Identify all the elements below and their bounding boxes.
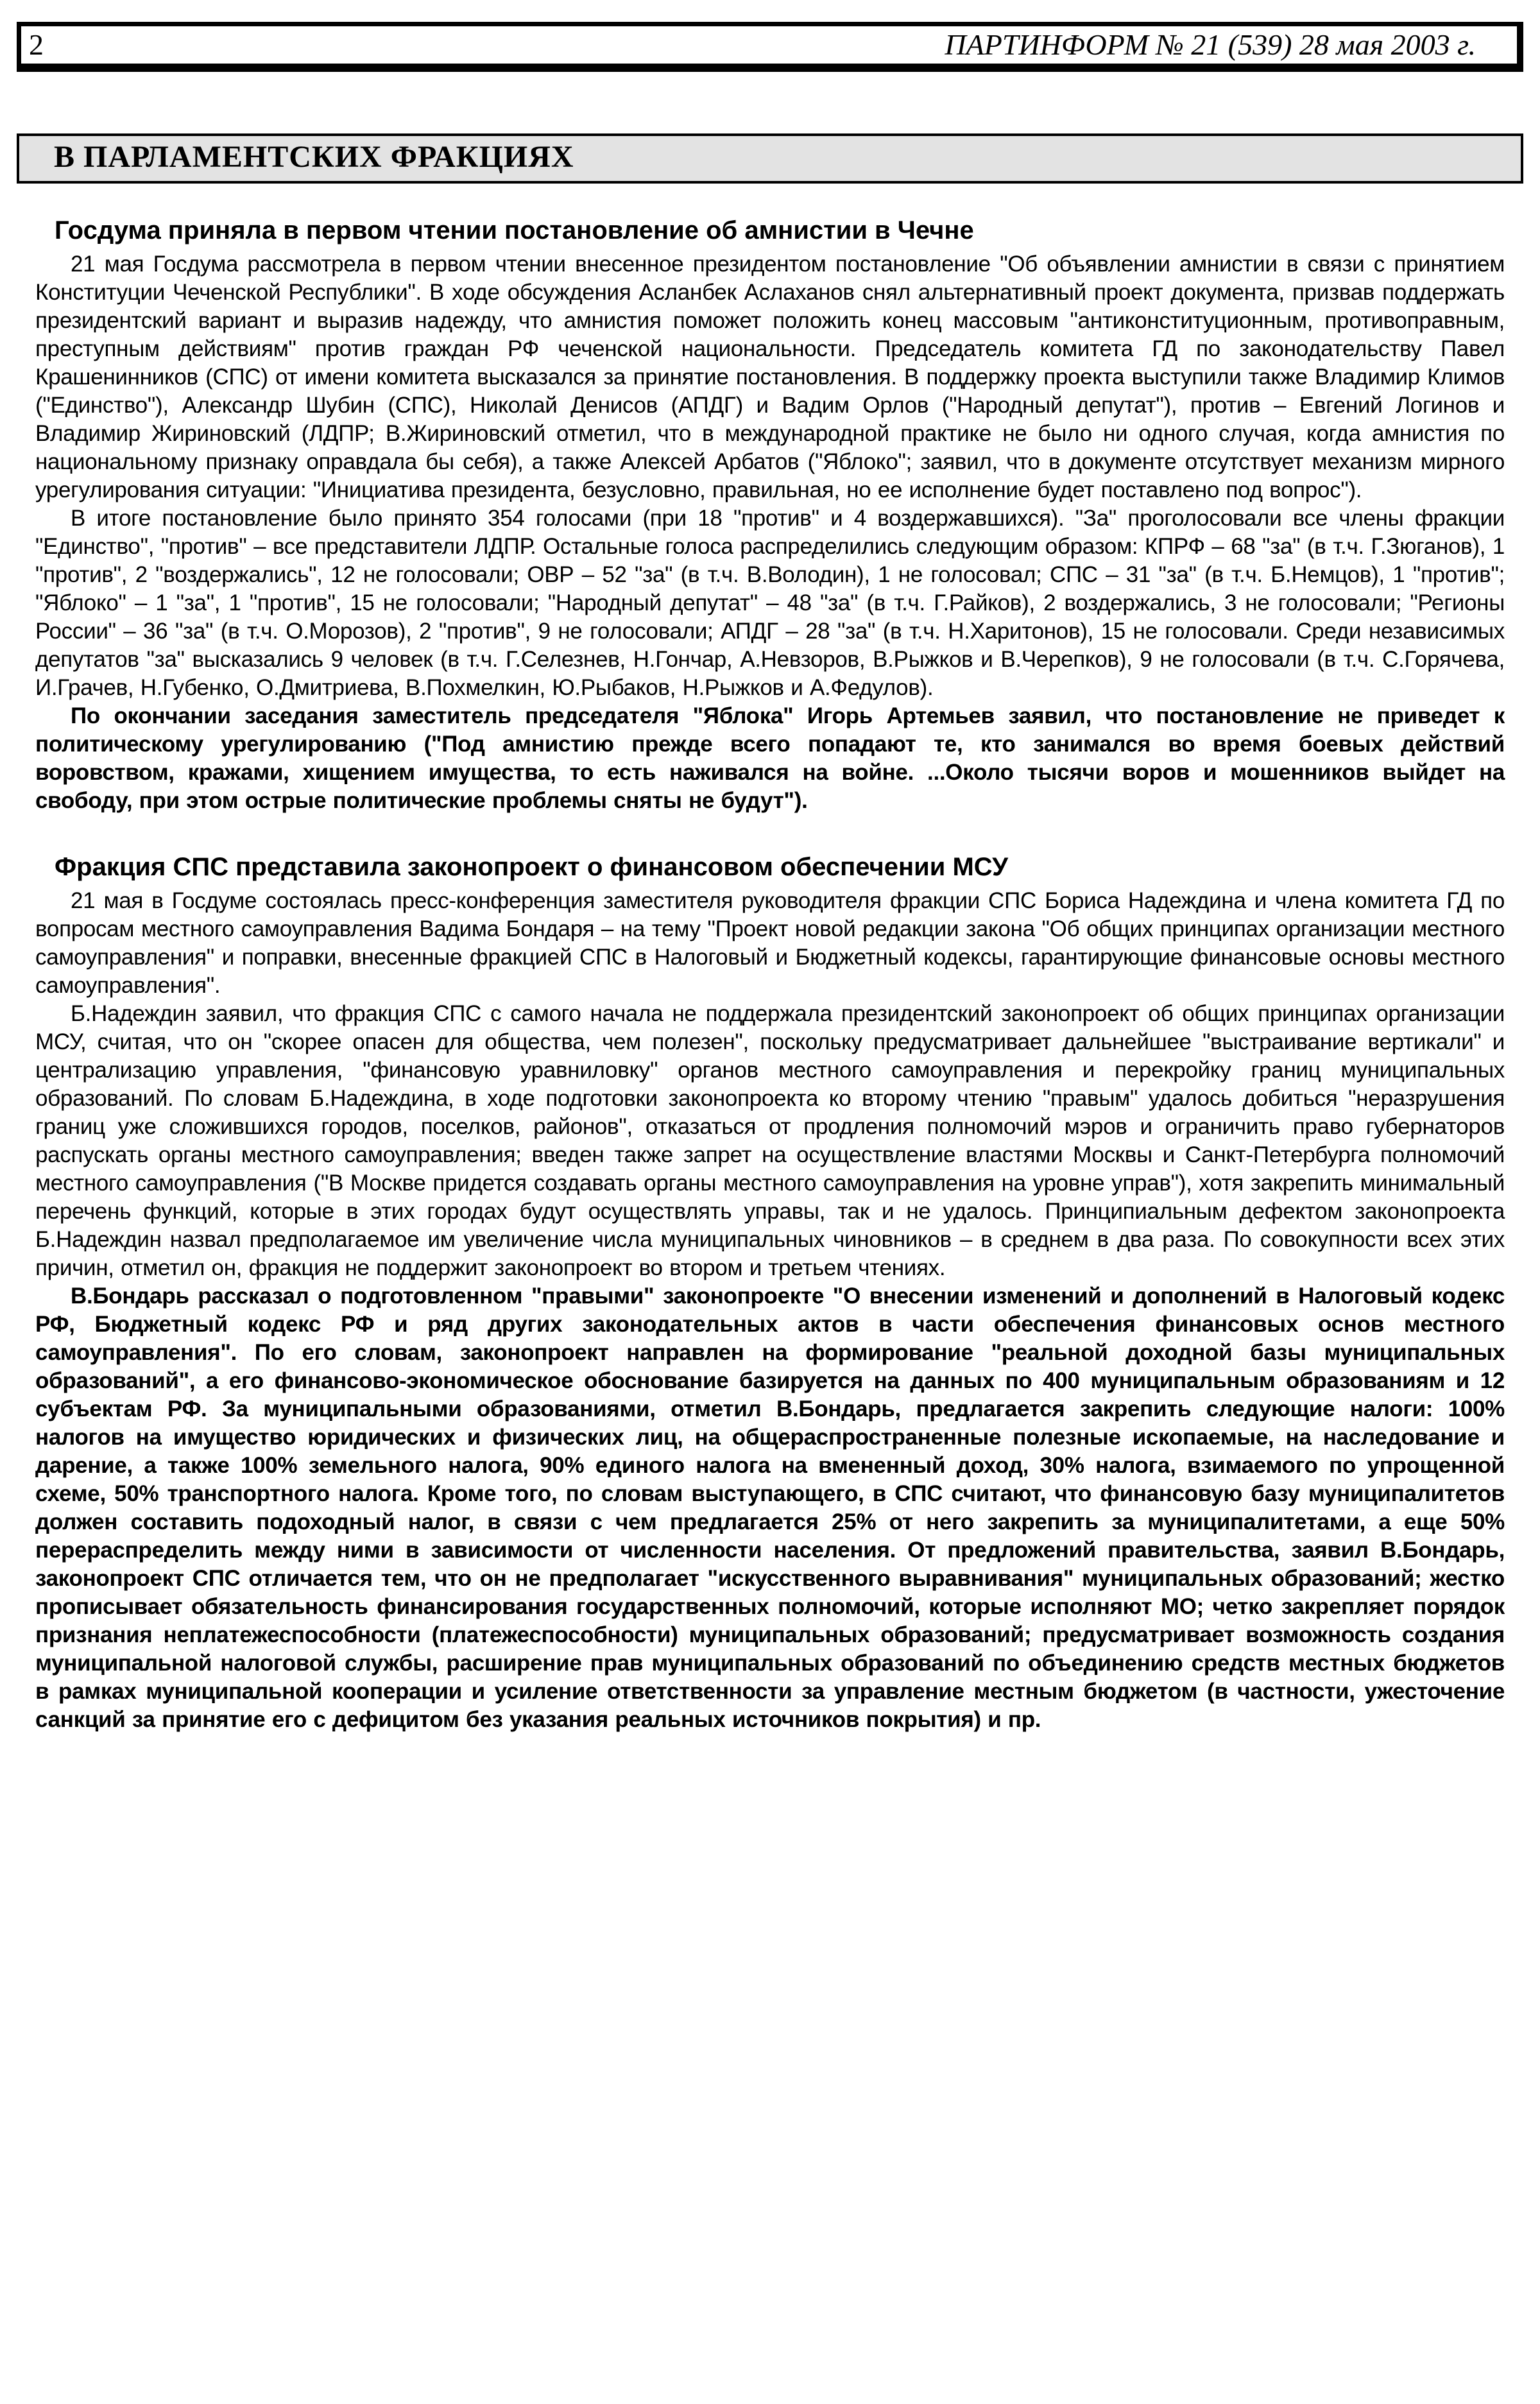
article-title: Госдума приняла в первом чтении постановление об амнистии в Чечне <box>55 216 974 245</box>
article-column <box>0 216 1540 1734</box>
section-title: В ПАРЛАМЕНТСКИХ ФРАКЦИЯХ <box>54 140 574 174</box>
scanned-newsletter-page <box>0 22 1540 2404</box>
paragraph-commentary: В.Бондарь рассказал о подготовленном "правыми" законопроекте "О внесении изменений и дополнений в Налоговый кодекс РФ, Бюджетный кодекс РФ и ряд других законодательных актов в части обеспечения финансовых основ местного самоуправления". По его словам, законопроект направлен на формирование "реальной доходной базы муниципальных образований", а его финансово-экономическое обоснование базируется на данных по 400 муниципальным образованиям и 12 субъектам РФ. За муниципальными образованиями, отметил В.Бондарь, предлагается закрепить следующие налоги: 100% налогов на имущество юридических и физических лиц, на общераспространенные полезные ископаемые, на наследование и дарение, а также 100% земельного налога, 90% единого налога на вмененный доход, 30% налога, взимаемого по упрощенной схеме, 50% транспортного налога. Кроме того, по словам выступающего, в СПС считают, что финансовую базу муниципалитетов должен составить подоходный налог, в связи с чем предлагается 25% от него закрепить за муниципалитетами, а еще 50% перераспределить между ними в зависимости от численности населения. От предложений правительства, заявил В.Бондарь, законопроект СПС отличается тем, что он не предполагает "искусственного выравнивания" муниципальных образований; жестко прописывает обязательность финансирования государственных полномочий, которые исполняют МО; четко закрепляет порядок признания неплатежеспособности (платежеспособности) муниципальных образований; предусматривает возможность создания муниципальной налоговой службы, расширение прав муниципальных образований по объединению средств местных бюджетов в рамках муниципальной кооперации и усиление ответственности за управление местным бюджетом (в частности, ужесточение санкций за принятие его с дефицитом без указания реальных источников покрытия) и пр. <box>35 1284 1505 1733</box>
article-amnesty-chechnya <box>35 216 1505 815</box>
paragraph: В итоге постановление было принято 354 голосами (при 18 "против" и 4 воздержавшихся). "За" проголосовали все члены фракции "Единство", "против" – все представители ЛДПР. Остальные голоса распределились следующим образом: КПРФ – 68 "за" (в т.ч. Г.Зюганов), 1 "против", 2 "воздержались", 12 не голосовали; ОВР – 52 "за" (в т.ч. В.Володин), 1 не голосовал; СПС – 31 "за" (в т.ч. Б.Немцов), 1 "против"; "Яблоко" – 1 "за", 1 "против", 15 не голосовали; "Народный депутат" – 48 "за" (в т.ч. Г.Райков), 2 воздержались, 3 не голосовали; "Регионы России" – 36 "за" (в т.ч. О.Морозов), 2 "против", 9 не голосовали; АПДГ – 28 "за" (в т.ч. Н.Харитонов), 15 не голосовали. Среди независимых депутатов "за" высказались 9 человек (в т.ч. Г.Селезнев, Н.Гончар, А.Невзоров, В.Рыжков и В.Черепков), 9 не голосовали (в т.ч. С.Горячева, И.Грачев, Н.Губенко, О.Дмитриева, В.Похмелкин, Ю.Рыбаков, Н.Рыжков и А.Федулов). <box>35 506 1505 701</box>
page-number: 2 <box>29 28 44 61</box>
article-title: Фракция СПС представила законопроект о финансовом обеспечении МСУ <box>55 853 1009 882</box>
paragraph: Б.Надеждин заявил, что фракция СПС с самого начала не поддержала президентский законопроект об общих принципах организации МСУ, считая, что он "скорее опасен для общества, чем полезен", поскольку предусматривает дальнейшее "выстраивание вертикали" и централизацию управления, "финансовую уравниловку" органов местного самоуправления и перекройку границ муниципальных образований. По словам Б.Надеждина, в ходе подготовки законопроекта ко второму чтению "правым" удалось добиться "неразрушения границ уже сложившихся городов, поселков, районов", отказаться от продления полномочий мэров и ограничить право губернаторов распускать органы местного самоуправления; введен также запрет на осуществление властями Москвы и Санкт-Петербурга полномочий местного самоуправления ("В Москве придется создавать органы местного самоуправления на уровне управ"), хотя закрепить минимальный перечень функций, которые в этих городах будут осуществлять управы, так и не удалось. Принципиальным дефектом законопроекта Б.Надеждин назвал предполагаемое им увеличение числа муниципальных чиновников – в среднем в два раза. По совокупности всех этих причин, отметил он, фракция не поддержит законопроект во втором и третьем чтениях. <box>35 1001 1505 1281</box>
masthead-band <box>17 22 1523 72</box>
paragraph-commentary: По окончании заседания заместитель председателя "Яблока" Игорь Артемьев заявил, что постановление не приведет к политическому урегулированию ("Под амнистию прежде всего попадают те, кто занимался во время боевых действий воровством, кражами, хищением имущества, то есть наживался на войне. ...Около тысячи воров и мошенников выйдет на свободу, при этом острые политические проблемы сняты не будут"). <box>35 703 1505 814</box>
paragraph: 21 мая в Госдуме состоялась пресс-конференция заместителя руководителя фракции СПС Бориса Надеждина и члена комитета ГД по вопросам местного самоуправления Вадима Бондаря – на тему "Проект новой редакции закона "Об общих принципах организации местного самоуправления" и поправки, внесенные фракцией СПС в Налоговый и Бюджетный кодексы, гарантирующие финансовые основы местного самоуправления". <box>35 888 1505 999</box>
section-banner <box>17 133 1523 184</box>
masthead-title: ПАРТИНФОРМ № 21 (539) 28 мая 2003 г. <box>945 28 1476 61</box>
paragraph: 21 мая Госдума рассмотрела в первом чтении внесенное президентом постановление "Об объявлении амнистии в связи с принятием Конституции Чеченской Республики". В ходе обсуждения Асланбек Аслаханов снял альтернативный проект документа, призвав поддержать президентский вариант и выразив надежду, что амнистия поможет положить конец массовым "антиконституционным, противоправным, преступным действиям" против граждан РФ чеченской национальности. Председатель комитета ГД по законодательству Павел Крашенинников (СПС) от имени комитета высказался за принятие постановления. В поддержку проекта выступили также Владимир Климов ("Единство"), Александр Шубин (СПС), Николай Денисов (АПДГ) и Вадим Орлов ("Народный депутат"), против – Евгений Логинов и Владимир Жириновский (ЛДПР; В.Жириновский отметил, что в международной практике не было ни одного случая, когда амнистия по национальному признаку оправдала бы себя), а также Алексей Арбатов ("Яблоко"; заявил, что в документе отсутствует механизм мирного урегулирования ситуации: "Инициатива президента, безусловно, правильная, но ее исполнение будет поставлено под вопрос"). <box>35 252 1505 503</box>
article-sps-msu <box>35 852 1505 1734</box>
